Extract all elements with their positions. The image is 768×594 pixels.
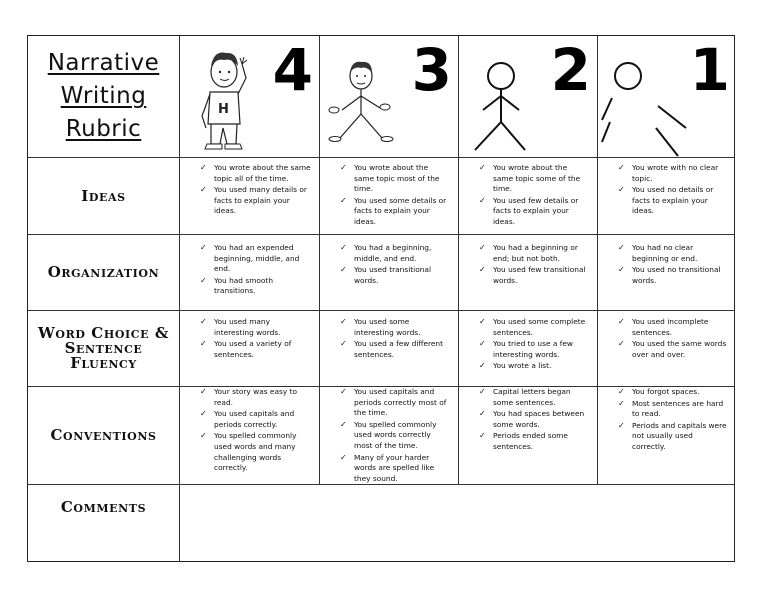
check-icon: ✓ <box>200 431 207 441</box>
criteria-text: You used capitals and periods correctly most of the time. <box>354 387 447 418</box>
criteria-list <box>332 317 450 360</box>
criteria-item <box>610 339 728 360</box>
criteria-cell <box>320 311 458 386</box>
criteria-item <box>192 317 311 338</box>
check-icon: ✓ <box>479 243 486 252</box>
criteria-item <box>192 409 311 430</box>
criteria-text: You used capitals and periods correctly. <box>214 409 295 429</box>
criteria-text: You used incomplete sentences. <box>632 317 709 337</box>
criteria-text: You used few transitional words. <box>493 265 586 285</box>
check-icon: ✓ <box>479 163 486 172</box>
criteria-text: You used no details or facts to explain your ideas. <box>632 185 714 216</box>
criteria-text: You wrote a list. <box>493 361 552 371</box>
criteria-text: You used transitional words. <box>354 265 432 285</box>
criteria-list <box>471 163 589 228</box>
criteria-list <box>192 163 311 217</box>
criteria-item <box>610 265 728 286</box>
criteria-item <box>192 163 311 184</box>
title-line-2: Writing <box>60 83 147 109</box>
criteria-cell <box>320 158 458 234</box>
criteria-text: You wrote about the same topic some of the time. <box>493 163 581 194</box>
criteria-item <box>332 387 450 419</box>
criteria-list <box>471 387 589 453</box>
criteria-text: Periods ended some sentences. <box>493 431 568 451</box>
criteria-list <box>610 243 728 286</box>
criteria-item <box>332 317 450 338</box>
criteria-text: Your story was easy to read. <box>214 387 297 407</box>
score-number-3: 3 <box>411 36 452 104</box>
check-icon: ✓ <box>200 339 207 349</box>
check-icon: ✓ <box>200 243 207 252</box>
check-icon: ✓ <box>340 317 347 326</box>
criteria-text: You used a variety of sentences. <box>214 339 292 359</box>
row-label-ideas: Ideas <box>81 186 126 205</box>
check-icon: ✓ <box>479 431 486 441</box>
criteria-text: You used many details or facts to explain your ideas. <box>214 185 307 216</box>
row-label-conventions: Conventions <box>50 426 157 444</box>
check-icon: ✓ <box>618 398 625 408</box>
criteria-text: You used many interesting words. <box>214 317 281 337</box>
criteria-list <box>471 317 589 372</box>
score-header-3 <box>320 36 458 157</box>
check-icon: ✓ <box>479 195 486 205</box>
criteria-cell <box>459 311 597 386</box>
check-icon: ✓ <box>200 163 207 172</box>
check-icon: ✓ <box>618 339 625 349</box>
criteria-item <box>192 431 311 473</box>
criteria-item <box>192 185 311 217</box>
check-icon: ✓ <box>618 163 625 172</box>
check-icon: ✓ <box>618 243 625 252</box>
criteria-item <box>471 243 589 264</box>
criteria-text: You spelled commonly used words and many challenging words correctly. <box>214 431 297 473</box>
criteria-text: You wrote with no clear topic. <box>632 163 719 183</box>
criteria-list <box>332 243 450 286</box>
criteria-text: Capital letters began some sentences. <box>493 387 571 407</box>
score-number-2: 2 <box>550 36 591 104</box>
title-line-1: Narrative <box>47 50 160 76</box>
check-icon: ✓ <box>618 317 625 326</box>
criteria-cell <box>598 387 736 484</box>
criteria-item <box>471 409 589 430</box>
criteria-item <box>471 265 589 286</box>
criteria-text: You had spaces between some words. <box>493 409 585 429</box>
score-number-4: 4 <box>272 36 313 104</box>
score-header-4 <box>180 36 319 157</box>
criteria-cell <box>180 311 319 386</box>
check-icon: ✓ <box>479 339 486 349</box>
check-icon: ✓ <box>479 361 486 371</box>
check-icon: ✓ <box>618 387 625 396</box>
criteria-cell <box>320 387 458 484</box>
criteria-item <box>471 361 589 372</box>
criteria-text: You had a beginning or end; but not both. <box>493 243 578 263</box>
check-icon: ✓ <box>340 195 347 205</box>
criteria-list <box>610 163 728 217</box>
criteria-item <box>332 196 450 228</box>
check-icon: ✓ <box>340 419 347 429</box>
score-header-2 <box>459 36 597 157</box>
criteria-cell <box>180 235 319 310</box>
criteria-item <box>471 196 589 228</box>
check-icon: ✓ <box>340 243 347 252</box>
criteria-cell <box>598 158 736 234</box>
check-icon: ✓ <box>200 185 207 195</box>
criteria-text: You used a few different sentences. <box>354 339 444 359</box>
criteria-item <box>332 163 450 195</box>
criteria-list <box>192 243 311 297</box>
rubric-title <box>28 36 179 157</box>
check-icon: ✓ <box>479 265 486 275</box>
criteria-list <box>610 387 728 453</box>
criteria-list <box>192 317 311 360</box>
criteria-list <box>332 163 450 228</box>
criteria-item <box>332 243 450 264</box>
score-number-1: 1 <box>689 36 730 104</box>
check-icon: ✓ <box>200 317 207 326</box>
row-label-comments: Comments <box>60 497 147 516</box>
check-icon: ✓ <box>479 387 486 396</box>
criteria-cell <box>459 158 597 234</box>
criteria-text: You had an expended beginning, middle, and end. <box>214 243 300 274</box>
rubric-table <box>27 35 735 562</box>
criteria-text: Most sentences are hard to read. <box>632 398 724 419</box>
criteria-item <box>610 387 728 398</box>
check-icon: ✓ <box>479 317 486 326</box>
criteria-list <box>610 317 728 360</box>
criteria-item <box>610 421 728 453</box>
criteria-text: You had smooth transitions. <box>214 275 274 296</box>
criteria-item <box>610 163 728 184</box>
criteria-cell <box>459 235 597 310</box>
check-icon: ✓ <box>200 275 207 285</box>
criteria-text: You had a beginning, middle, and end. <box>354 243 432 263</box>
criteria-item <box>471 339 589 360</box>
check-icon: ✓ <box>340 163 347 172</box>
row-label-organization: Organization <box>47 263 160 281</box>
check-icon: ✓ <box>200 387 207 396</box>
check-icon: ✓ <box>340 339 347 349</box>
check-icon: ✓ <box>340 265 347 275</box>
criteria-item <box>471 317 589 338</box>
title-line-3: Rubric <box>65 116 142 142</box>
criteria-item <box>610 185 728 217</box>
criteria-text: You used some interesting words. <box>354 317 421 337</box>
criteria-list <box>471 243 589 286</box>
criteria-cell <box>598 311 736 386</box>
criteria-text: Periods and capitals were not usually used correctly. <box>632 420 727 451</box>
criteria-item <box>192 243 311 275</box>
criteria-cell <box>180 387 319 484</box>
criteria-text: You used no transitional words. <box>632 265 721 285</box>
svg-text:H: H <box>218 102 229 117</box>
criteria-text: You tried to use a few interesting words. <box>493 339 573 359</box>
check-icon: ✓ <box>618 420 625 430</box>
criteria-item <box>192 387 311 408</box>
criteria-item <box>471 387 589 408</box>
criteria-item <box>192 339 311 360</box>
criteria-text: You used some details or facts to explain your ideas. <box>354 195 447 226</box>
criteria-item <box>610 317 728 338</box>
criteria-item <box>471 431 589 452</box>
criteria-text: You wrote about the same topic most of the time. <box>354 163 440 194</box>
score-header-1 <box>598 36 736 157</box>
row-label-word-choice: Word Choice & Sentence Fluency <box>37 324 170 372</box>
criteria-text: You used the same words over and over. <box>632 339 727 359</box>
criteria-list <box>332 387 450 484</box>
check-icon: ✓ <box>200 409 207 419</box>
criteria-item <box>471 163 589 195</box>
criteria-item <box>192 276 311 297</box>
criteria-item <box>332 453 450 484</box>
criteria-item <box>332 265 450 286</box>
criteria-cell <box>459 387 597 484</box>
criteria-text: You wrote about the same topic all of the time. <box>214 163 311 183</box>
criteria-cell <box>598 235 736 310</box>
criteria-text: You spelled commonly used words correctly most of the time. <box>354 419 437 450</box>
check-icon: ✓ <box>618 185 625 195</box>
criteria-cell <box>320 235 458 310</box>
criteria-text: You used few details or facts to explain your ideas. <box>493 195 579 226</box>
criteria-list <box>192 387 311 474</box>
criteria-cell <box>180 158 319 234</box>
comments-area[interactable] <box>180 485 736 563</box>
criteria-item <box>610 399 728 420</box>
criteria-text: Many of your harder words are spelled like they sound. <box>354 452 435 483</box>
check-icon: ✓ <box>618 265 625 275</box>
criteria-text: You used some complete sentences. <box>493 317 586 337</box>
check-icon: ✓ <box>340 452 347 462</box>
criteria-text: You forgot spaces. <box>632 387 700 396</box>
criteria-item <box>332 420 450 452</box>
criteria-item <box>610 243 728 264</box>
criteria-item <box>332 339 450 360</box>
check-icon: ✓ <box>479 409 486 419</box>
check-icon: ✓ <box>340 387 347 396</box>
criteria-text: You had no clear beginning or end. <box>632 243 698 263</box>
